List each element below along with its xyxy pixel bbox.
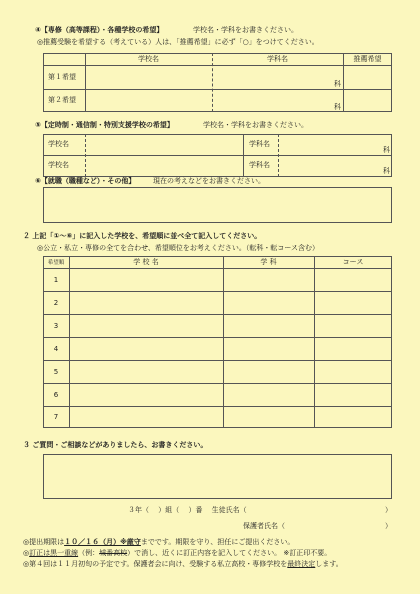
s4-note: ◎推薦受験を希望する（考えている）人は、「推薦希望」に必ず「○」をつけてください。 [37,38,319,46]
correction-example: 城番高校 [99,549,128,557]
q2-rank-5: 5 [53,368,59,376]
s5-row-2-school-field[interactable] [86,156,242,176]
guardian-name-close: ） [385,522,392,530]
s5-row-1-school-field[interactable] [86,135,242,154]
q2-header-course: コース [342,258,364,266]
s4-header-dept: 学科名 [267,55,288,63]
s6-free-text-field[interactable] [43,187,392,223]
q3-free-text-field[interactable] [43,454,392,499]
s4-row-2-suffix: 科 [334,103,341,111]
q2-rank-1: 1 [53,276,59,284]
s4-header-recommend: 推薦希望 [353,55,382,63]
s5-row-1-suffix: 科 [383,146,390,154]
class-number-line: ３年（ ）組（ ）番 生徒氏名（ [128,506,247,514]
q2-table [43,256,392,428]
s5-row-2-dept-label: 学科名 [249,161,270,169]
q2-rank-4: 4 [53,345,59,353]
guardian-name-field[interactable] [292,520,384,532]
next-meeting-note: ◎第４回は１１月初旬の予定です。保護者会に向け、受験する私立高校・専修学校を最終決定します。 [23,560,343,568]
s6-title: ⑥【就職（職種など）・その他】 [35,177,136,185]
s5-title: ⑤【定時制・通信制・特別支援学校の希望】 [35,121,174,129]
s5-row-2-suffix: 科 [383,167,390,175]
q2-rank-7: 7 [53,413,59,421]
correction-note: ◎訂正は黒一重線（例：城番高校）で消し、近くに訂正内容を記入してください。 ※訂正印不要。 [23,549,332,557]
q2-header-school: 学 校 名 [133,258,159,266]
q2-rank-3: 3 [53,322,59,330]
s4-title-tail: 学校名・学科をお書きください。 [193,26,298,34]
s4-row-2-label: 第２希望 [48,96,76,104]
student-name-field[interactable] [292,504,384,516]
s4-row-1-label: 第１希望 [48,73,76,81]
deadline-note: ◎提出期限は１０／１６（月）※厳守までです。期限を守り、担任にご提出ください。 [23,538,295,546]
q2-rank-2: 2 [53,299,59,307]
q2-header-dept: 学 科 [260,258,277,266]
s5-row-1-dept-label: 学科名 [249,140,270,148]
s4-row-1-dept-field[interactable] [213,66,331,88]
s4-row-2-dept-field[interactable] [213,90,331,111]
s4-row-1-suffix: 科 [334,80,341,88]
q2-header-rank: 希望順 [47,260,65,266]
s5-row-1-dept-field[interactable] [279,135,379,154]
s4-title: ④【専修（高等課程）・各種学校の希望】 [35,26,164,34]
student-name-close: ） [385,506,392,514]
q2-note: ◎公立・私立・専修の全てを合わせ、希望順位をお考えください。（転科・転コース含む） [37,244,320,252]
s5-row-2-dept-field[interactable] [279,156,379,176]
s5-row-2-school-label: 学校名 [48,161,69,169]
s4-row-1-school-field[interactable] [86,66,211,88]
s4-header-school: 学校名 [138,55,159,63]
q2-title: ２ 上記「①～⑥」に記入した学校を、希望順に並べ全て記入してください。 [23,232,262,240]
s4-row-1-recommend-field[interactable] [344,66,391,88]
s4-row-2-recommend-field[interactable] [344,90,391,111]
s4-row-2-school-field[interactable] [86,90,211,111]
s6-title-tail: 現在の考えなどをお書きください。 [153,177,265,185]
s5-row-1-school-label: 学校名 [48,140,69,148]
s5-title-tail: 学校名・学科をお書きください。 [203,121,308,129]
q2-rank-6: 6 [53,391,59,399]
deadline-date: １０／１６（月）※厳守 [64,538,141,546]
q3-title: ３ ご質問・ご相談などがありましたら、お書きください。 [23,441,208,449]
guardian-name-label: 保護者氏名（ [243,522,285,530]
